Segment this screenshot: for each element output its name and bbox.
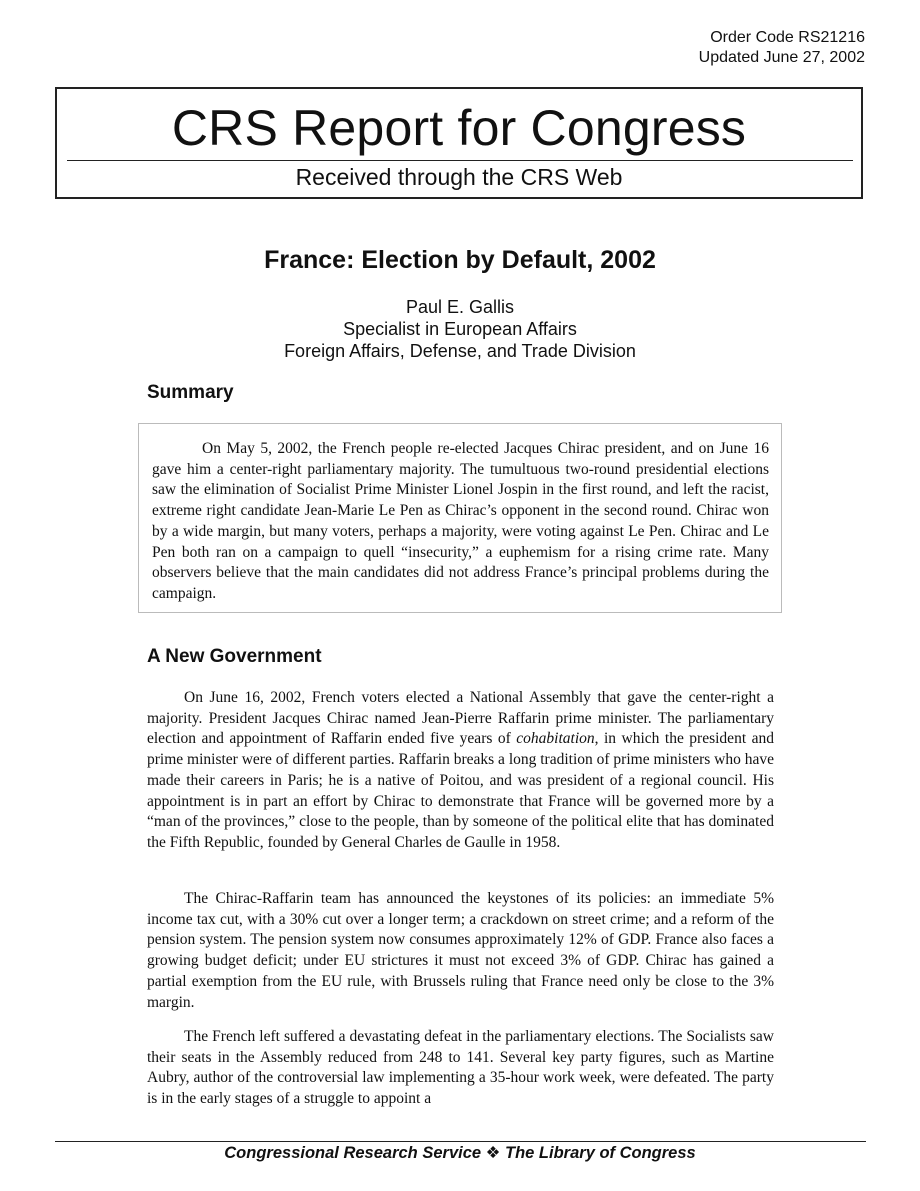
author-name: Paul E. Gallis [405,297,515,317]
report-header-box [55,87,863,199]
author-title: Specialist in European Affairs [343,319,577,339]
summary-heading: Summary [147,382,234,403]
updated-date: Updated June 27, 2002 [698,49,865,66]
body-paragraph-1 [147,688,774,854]
order-code: Order Code RS21216 [710,29,865,46]
report-series-title: CRS Report for Congress [171,100,747,156]
paragraph-text: , in which the president and prime minister were of different parties. Raffarin breaks a long tradition of prime ministers who have made their careers in Paris; he is a native of Poitou, and was president of a regional council. His appointment is in part an effort by Chirac to demonstrate that France will be governed more by a “man of the provinces,” close to the people, than by someone of the political elite that has dominated the Fifth Republic, founded by General Charles de Gaulle in 1958. [147,730,774,851]
body-paragraph-3: The French left suffered a devastating defeat in the parliamentary elections. The Socialists saw their seats in the Assembly reduced from 248 to 141. Several key party figures, such as Martine Aubry, author of the controversial law implementing a 35-hour work week, were defeated. The party is in the early stages of a struggle to appoint a [147,1028,774,1108]
body-paragraph-2: The Chirac-Raffarin team has announced the keystones of its policies: an immediate 5% income tax cut, with a 30% cut over a longer term; a crackdown on street crime; and a reform of the pension system. The pension system now consumes approximately 12% of GDP. France also faces a growing budget deficit; under EU strictures it must not exceed 3% of GDP. Chirac has gained a partial exemption from the EU rule, with Brussels ruling that France need only be close to the 3% margin. [147,890,774,1011]
document-title: France: Election by Default, 2002 [264,246,656,274]
paragraph-text: On June 16, 2002, French voters elected a National Assembly that gave the center-right a majority. President Jacques Chirac named Jean-Pierre Raffarin prime minister. The parliamentary election and appointment of Raffarin ended five years of [147,689,774,748]
summary-text: On May 5, 2002, the French people re-elected Jacques Chirac president, and on June 16 gave him a center-right parliamentary majority. The tumultuous two-round presidential elections saw the elimination of Socialist Prime Minister Lionel Jospin in the first round, and left the racist, extreme right candidate Jean-Marie Le Pen as Chirac’s opponent in the second round. Chirac won by a wide margin, but many voters, perhaps a majority, were voting against Le Pen. Chirac and Le Pen both ran on a campaign to quell “insecurity,” a euphemism for a rising crime rate. Many observers believe that the main candidates did not address France’s principal problems during the campaign. [152,440,769,602]
author-division: Foreign Affairs, Defense, and Trade Division [284,341,636,361]
footer-credit: Congressional Research Service ❖ The Library of Congress [224,1144,696,1162]
report-series-subtitle: Received through the CRS Web [295,164,623,190]
order-code-block [699,28,865,68]
section-heading: A New Government [147,646,322,667]
italic-term: cohabitation [516,730,595,748]
header-divider [67,160,853,161]
summary-box [138,423,782,613]
footer-divider [55,1141,866,1142]
author-block [0,296,920,362]
